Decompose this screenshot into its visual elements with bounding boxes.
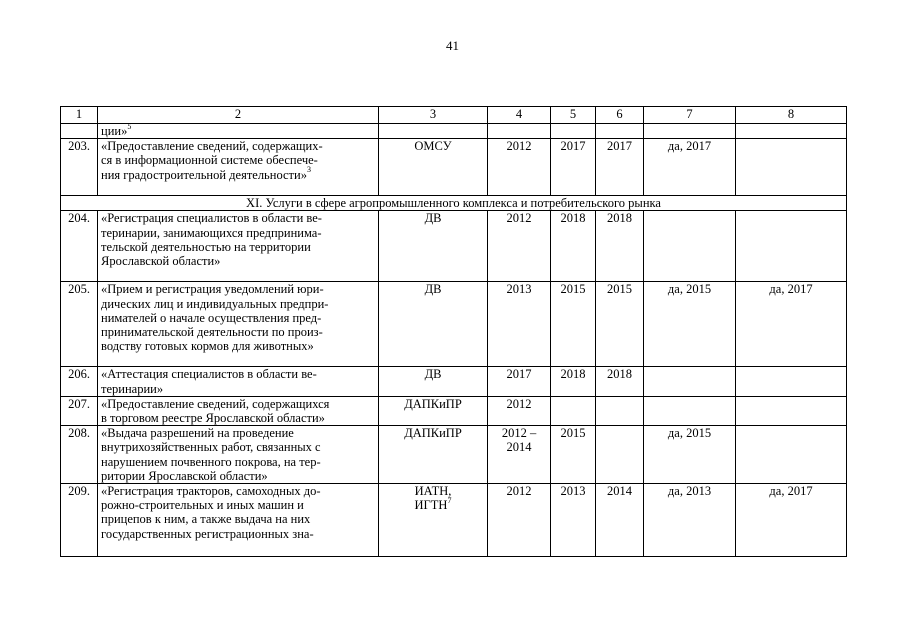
responsible-body-text: ОМСУ: [414, 139, 452, 154]
col-7-status-text: да, 2017: [667, 139, 712, 154]
table-row: [61, 426, 847, 484]
col-6-year: [596, 367, 644, 396]
footnote-marker: 5: [127, 121, 132, 131]
header-cell: 2: [98, 107, 379, 124]
col-8-status: [736, 139, 847, 196]
service-name: [98, 396, 379, 425]
table-row: [61, 282, 847, 367]
col-6-year: [596, 426, 644, 484]
footnote-marker: 7: [447, 496, 452, 506]
col-4-year: [488, 484, 551, 557]
service-name: [98, 139, 379, 196]
service-name-text: «Аттестация специалистов в области ве- теринарии»: [101, 367, 317, 396]
col-8-status-text: да, 2017: [769, 484, 813, 499]
col-4-year: [488, 282, 551, 367]
col-4-year-text: 2013: [506, 282, 532, 297]
responsible-body: [379, 426, 488, 484]
col-5-year: [551, 282, 596, 367]
col-4-year-text: 2012: [506, 139, 532, 154]
responsible-body-text: ДАПКиПР: [404, 396, 462, 411]
header-cell: 7: [644, 107, 736, 124]
col-4-year: [488, 139, 551, 196]
col-5-year: [551, 139, 596, 196]
header-cell: 3: [379, 107, 488, 124]
row-number: [61, 396, 98, 425]
responsible-body-text: ДВ: [424, 282, 442, 297]
row-number-text: 204.: [68, 211, 90, 226]
col-8-status: [736, 124, 847, 139]
service-name-text: «Регистрация тракторов, самоходных до- рожно-строительных и иных машин и прицепов к ним, а также выдача на них государственных регистрационных зна-: [101, 484, 321, 541]
service-name-text: «Предоставление сведений, содержащих- ся в информационной системе обеспече- ния градостроительной деятельности»: [101, 139, 323, 182]
row-number: [61, 139, 98, 196]
service-name-text: «Выдача разрешений на проведение внутрихозяйственных работ, связанных с нарушением почвенного покрова, на тер- ритории Ярославской области»: [101, 426, 321, 483]
row-number: [61, 211, 98, 282]
col-4-year-text: 2012: [506, 484, 532, 499]
col-6-year: [596, 211, 644, 282]
col-8-status: [736, 211, 847, 282]
responsible-body: [379, 367, 488, 396]
service-name-text: «Прием и регистрация уведомлений юри- дических лиц и индивидуальных предпри- нимателей о начале осуществления пред- принимательской деятельности по произ- водству готовых кормов для животных»: [101, 282, 329, 354]
col-5-year-text: 2017: [560, 139, 586, 154]
section-row: [61, 196, 847, 211]
col-4-year: [488, 396, 551, 425]
service-name-text: «Предоставление сведений, содержащихся в торговом реестре Ярославской области»: [101, 396, 330, 426]
row-number: [61, 124, 98, 139]
col-4-year-text: 2012: [506, 396, 532, 411]
col-5-year: [551, 396, 596, 425]
col-5-year-text: 2018: [560, 367, 586, 382]
col-8-status: [736, 426, 847, 484]
row-number: [61, 484, 98, 557]
responsible-body-text: ДВ: [424, 211, 442, 226]
service-name: [98, 367, 379, 396]
table-row: [61, 367, 847, 396]
col-7-status: [644, 426, 736, 484]
col-6-year-text: 2018: [607, 211, 632, 226]
col-7-status-text: да, 2013: [667, 484, 712, 499]
header-row: [61, 107, 847, 124]
header-cell: 8: [736, 107, 847, 124]
col-8-status: [736, 484, 847, 557]
col-6-year-text: 2018: [607, 367, 632, 382]
footnote-marker: 3: [306, 165, 311, 175]
header-cell: 5: [551, 107, 596, 124]
col-6-year: [596, 124, 644, 139]
col-7-status: [644, 139, 736, 196]
row-number-text: 203.: [68, 139, 90, 154]
col-5-year-text: 2015: [560, 426, 586, 441]
col-5-year: [551, 367, 596, 396]
services-table: [60, 106, 847, 557]
col-4-year: [488, 426, 551, 484]
responsible-body: [379, 484, 488, 557]
col-6-year: [596, 484, 644, 557]
col-6-year-text: 2014: [607, 484, 632, 499]
col-7-status: [644, 396, 736, 425]
responsible-body: [379, 124, 488, 139]
col-5-year: [551, 124, 596, 139]
responsible-body-text: ДАПКиПР: [404, 426, 462, 441]
col-4-year: [488, 124, 551, 139]
col-8-status: [736, 367, 847, 396]
col-4-year-text: 2012 – 2014: [501, 426, 537, 455]
col-5-year: [551, 211, 596, 282]
col-7-status: [644, 282, 736, 367]
service-name-wrap: [101, 139, 375, 182]
header-cell: 1: [61, 107, 98, 124]
col-8-status-text: да, 2017: [769, 282, 813, 297]
col-6-year-text: 2015: [607, 282, 632, 297]
col-4-year: [488, 211, 551, 282]
service-name-text: «Регистрация специалистов в области ве- теринарии, занимающихся предпринима- тельской деятельностью на территории Ярославской области»: [101, 211, 322, 269]
responsible-body: [379, 211, 488, 282]
col-6-year-text: 2017: [607, 139, 632, 154]
col-7-status: [644, 211, 736, 282]
service-name: [98, 121, 379, 139]
col-6-year: [596, 282, 644, 367]
row-number-text: 207.: [68, 396, 90, 411]
col-7-status: [644, 484, 736, 557]
table-row: [61, 396, 847, 425]
header-cell: 6: [596, 107, 644, 124]
responsible-body: [379, 139, 488, 196]
col-6-year: [596, 139, 644, 196]
header-cell: 4: [488, 107, 551, 124]
col-5-year-text: 2018: [560, 211, 586, 226]
col-5-year: [551, 484, 596, 557]
col-7-status: [644, 367, 736, 396]
col-7-status-text: да, 2015: [667, 426, 712, 441]
page-number: 41: [446, 38, 459, 53]
col-4-year: [488, 367, 551, 396]
col-4-year-text: 2017: [506, 367, 532, 382]
service-name: [98, 282, 379, 367]
col-7-status-text: да, 2015: [667, 282, 712, 297]
service-name-wrap: [101, 121, 375, 138]
responsible-body: [379, 282, 488, 367]
col-5-year: [551, 426, 596, 484]
section-title: XI. Услуги в сфере агропромышленного комплекса и потребительского рынка: [61, 196, 847, 211]
service-name: [98, 484, 379, 557]
table-row: [61, 211, 847, 282]
col-4-year-text: 2012: [506, 211, 532, 226]
responsible-body-text: ИАТН, ИГТН: [414, 484, 452, 513]
service-name: [98, 426, 379, 484]
col-8-status: [736, 282, 847, 367]
row-number: [61, 426, 98, 484]
col-7-status: [644, 124, 736, 139]
col-5-year-text: 2013: [560, 484, 586, 499]
row-number-text: 206.: [68, 367, 90, 382]
service-name: [98, 211, 379, 282]
table-row: [61, 139, 847, 196]
table-row: [61, 124, 847, 139]
row-number-text: 209.: [68, 484, 90, 499]
responsible-body-text: ДВ: [424, 367, 442, 382]
row-number: [61, 282, 98, 367]
row-number-text: 205.: [68, 282, 90, 297]
col-5-year-text: 2015: [560, 282, 586, 297]
col-8-status: [736, 396, 847, 425]
col-6-year: [596, 396, 644, 425]
row-number-text: 208.: [68, 426, 90, 441]
responsible-body: [379, 396, 488, 425]
row-number: [61, 367, 98, 396]
table-row: [61, 484, 847, 557]
service-name-text: ции»: [101, 124, 128, 138]
